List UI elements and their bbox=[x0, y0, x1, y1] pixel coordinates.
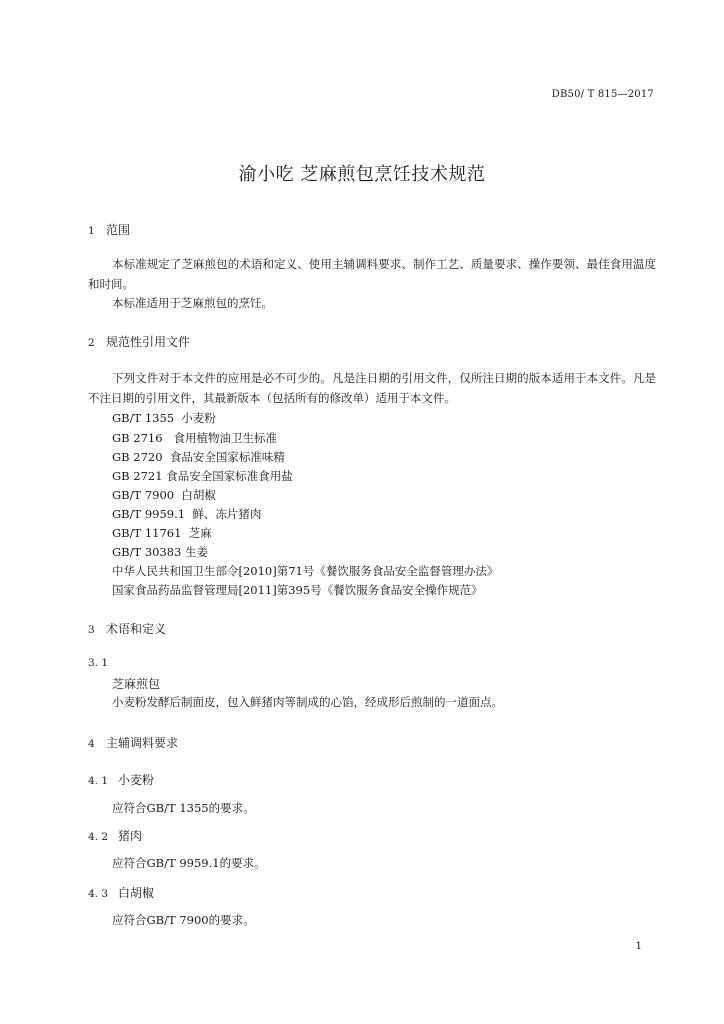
reference-item: GB/T 1355 小麦粉 bbox=[112, 411, 216, 425]
section-number: 1 bbox=[88, 225, 95, 237]
section-1-heading bbox=[88, 221, 130, 238]
reference-item: GB/T 11761 芝麻 bbox=[112, 526, 212, 540]
reference-item: GB 2716 食用植物油卫生标准 bbox=[112, 431, 278, 445]
subsection-4-1-heading bbox=[88, 771, 154, 788]
term-name: 芝麻煎包 bbox=[112, 677, 161, 691]
section-2-heading bbox=[88, 333, 190, 350]
reference-item: GB 2720 食品安全国家标准味精 bbox=[112, 450, 285, 464]
reference-item: 中华人民共和国卫生部令[2010]第71号《餐饮服务食品安全监督管理办法》 bbox=[112, 564, 499, 578]
section-title: 术语和定义 bbox=[106, 622, 167, 636]
section-title: 范围 bbox=[106, 223, 131, 237]
subsection-4-2-heading bbox=[88, 827, 142, 844]
section-number: 3 bbox=[88, 624, 95, 636]
document-title: 渝小吃 芝麻煎包烹饪技术规范 bbox=[238, 164, 486, 185]
section-1-paragraph-1: 本标准规定了芝麻煎包的术语和定义、使用主辅调料要求、制作工艺、质量要求、操作要领、最佳食用温度和时间。 bbox=[88, 257, 656, 291]
section-1-paragraph-2: 本标准适用于芝麻煎包的烹饪。 bbox=[112, 296, 273, 310]
section-3-heading bbox=[88, 620, 166, 637]
term-number: 3. 1 bbox=[88, 657, 109, 669]
section-4-heading bbox=[88, 734, 178, 751]
reference-item: GB 2721 食品安全国家标准食用盐 bbox=[112, 469, 293, 483]
subsection-number: 4. 3 bbox=[88, 888, 109, 900]
subsection-4-3-heading bbox=[88, 884, 154, 901]
reference-item: GB/T 7900 白胡椒 bbox=[112, 488, 216, 502]
subsection-text: 应符合GB/T 7900的要求。 bbox=[112, 913, 255, 927]
subsection-title: 小麦粉 bbox=[118, 773, 155, 787]
subsection-number: 4. 2 bbox=[88, 831, 109, 843]
reference-item: GB/T 9959.1 鲜、冻片猪肉 bbox=[112, 507, 262, 521]
section-2-paragraph: 下列文件对于本文件的应用是必不可少的。凡是注日期的引用文件，仅所注日期的版本适用于本文件。凡是不注日期的引用文件，其最新版本（包括所有的修改单）适用于本文件。 bbox=[88, 371, 656, 405]
section-number: 2 bbox=[88, 337, 95, 349]
subsection-title: 白胡椒 bbox=[118, 886, 155, 900]
subsection-text: 应符合GB/T 9959.1的要求。 bbox=[112, 856, 266, 870]
reference-item: 国家食品药品监督管理局[2011]第395号《餐饮服务食品安全操作规范》 bbox=[112, 583, 483, 597]
section-title: 规范性引用文件 bbox=[106, 335, 191, 349]
document-code: DB50/ T 815—2017 bbox=[551, 89, 654, 100]
subsection-number: 4. 1 bbox=[88, 775, 109, 787]
term-definition: 小麦粉发酵后制面皮，包入鲜猪肉等制成的心馅，经成形后煎制的一道面点。 bbox=[112, 695, 503, 709]
section-title: 主辅调料要求 bbox=[106, 736, 179, 750]
reference-item: GB/T 30383 生姜 bbox=[112, 545, 209, 559]
subsection-text: 应符合GB/T 1355的要求。 bbox=[112, 801, 255, 815]
subsection-title: 猪肉 bbox=[118, 829, 143, 843]
section-number: 4 bbox=[88, 738, 95, 750]
page-number: 1 bbox=[635, 940, 642, 952]
